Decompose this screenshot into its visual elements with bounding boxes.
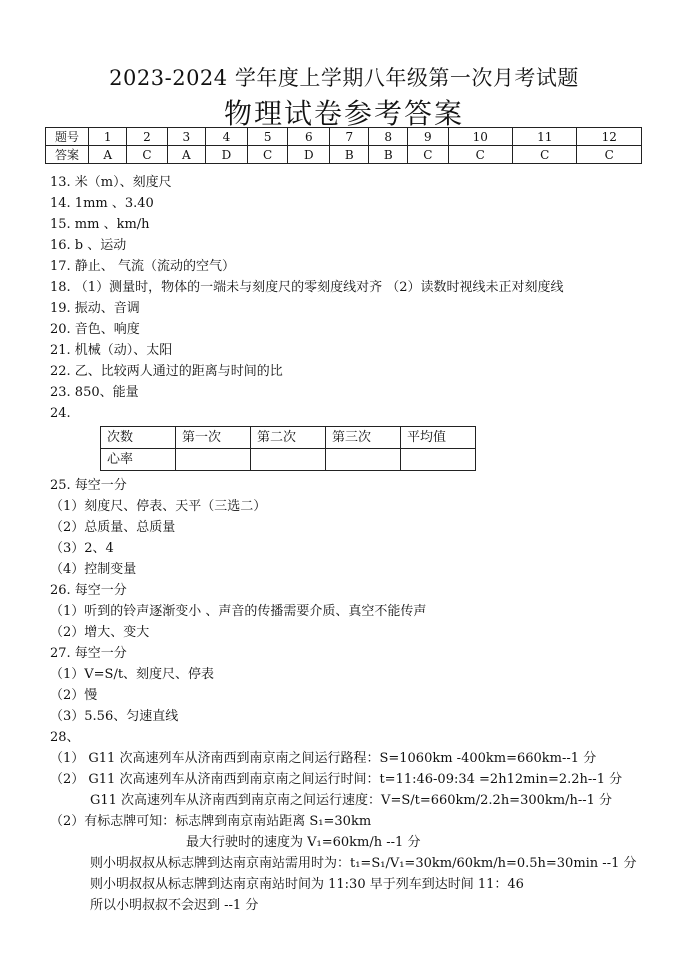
answer-line: 23. 850、能量 xyxy=(50,385,139,400)
answer-line: 13. 米（m）、刻度尺 xyxy=(50,175,172,190)
question-number-row xyxy=(46,128,642,146)
question-number: 2 xyxy=(127,128,167,146)
answer-line: 27. 每空一分 xyxy=(50,646,127,661)
answer-line: 28、 xyxy=(50,730,80,745)
answer-line: 14. 1mm 、3.40 xyxy=(50,196,154,211)
question-number: 9 xyxy=(408,128,448,146)
question-number: 12 xyxy=(577,128,642,146)
heart-rate-table xyxy=(100,426,476,471)
empty-cell xyxy=(251,449,326,471)
answer-line: 则小明叔叔从标志牌到达南京南站时间为 11:30 早于列车到达时间 11：46 xyxy=(90,877,524,892)
answer-cell: C xyxy=(408,146,448,164)
answer-line: （2）增大、变大 xyxy=(50,625,150,640)
question-number: 3 xyxy=(167,128,205,146)
question-number: 11 xyxy=(512,128,576,146)
answer-cell: D xyxy=(288,146,330,164)
answer-cell: C xyxy=(512,146,576,164)
answer-line: 则小明叔叔从标志牌到达南京南站需用时为：t₁=S₁/V₁=30km/60km/h=0.5h=30min --1 分 xyxy=(90,856,637,871)
answer-line: 26. 每空一分 xyxy=(50,583,127,598)
question-number: 1 xyxy=(89,128,127,146)
header-cell: 次数 xyxy=(101,427,176,449)
answer-line: （3）2、4 xyxy=(50,541,114,556)
answer-cell: C xyxy=(127,146,167,164)
answer-line: （2） G11 次高速列车从济南西到南京南之间运行时间：t=11:46-09:34 =2h12min=2.2h--1 分 xyxy=(50,772,623,787)
question-number: 4 xyxy=(205,128,247,146)
header-cell: 第一次 xyxy=(176,427,251,449)
answer-line: （1）刻度尺、停表、天平（三选二） xyxy=(50,499,267,514)
multiple-choice-answer-table xyxy=(45,127,642,164)
exam-title: 2023-2024 学年度上学期八年级第一次月考试题 xyxy=(109,66,579,90)
answer-key-title: 物理试卷参考答案 xyxy=(223,97,464,130)
answer-cell: C xyxy=(577,146,642,164)
question-number: 8 xyxy=(369,128,408,146)
row-label: 心率 xyxy=(101,449,176,471)
answer-line: 16. b 、运动 xyxy=(50,238,127,253)
answer-line: 所以小明叔叔不会迟到 --1 分 xyxy=(90,898,259,913)
answer-lines xyxy=(50,172,668,916)
answer-line: （2）有标志牌可知：标志牌到南京南站距离 S₁=30km xyxy=(50,814,372,829)
header-cell: 第二次 xyxy=(251,427,326,449)
answer-cell: C xyxy=(247,146,287,164)
answer-line: （1） G11 次高速列车从济南西到南京南之间运行路程：S=1060km -400km=660km--1 分 xyxy=(50,751,597,766)
answer-line: （4）控制变量 xyxy=(50,562,137,577)
row-header: 答案 xyxy=(46,146,89,164)
question-number: 10 xyxy=(448,128,512,146)
answer-line: 24. xyxy=(50,406,71,421)
header-cell: 第三次 xyxy=(326,427,401,449)
answer-cell: C xyxy=(448,146,512,164)
question-number: 6 xyxy=(288,128,330,146)
answer-line: 20. 音色、响度 xyxy=(50,322,140,337)
row-header: 题号 xyxy=(46,128,89,146)
answer-cell: A xyxy=(89,146,127,164)
answer-cell: D xyxy=(205,146,247,164)
empty-cell xyxy=(176,449,251,471)
empty-cell xyxy=(326,449,401,471)
answer-line: 25. 每空一分 xyxy=(50,478,127,493)
answer-cell: B xyxy=(330,146,369,164)
answer-cell: A xyxy=(167,146,205,164)
answer-line: 21. 机械（动）、太阳 xyxy=(50,343,173,358)
empty-cell xyxy=(401,449,476,471)
heart-rate-header-row xyxy=(101,427,476,449)
question-number: 7 xyxy=(330,128,369,146)
answer-line: 17. 静止、 气流（流动的空气） xyxy=(50,259,235,274)
answer-line: 15. mm 、km/h xyxy=(50,217,150,232)
answer-line: （1）V=S/t、刻度尺、停表 xyxy=(50,667,215,682)
answer-line: 22. 乙、比较两人通过的距离与时间的比 xyxy=(50,364,283,379)
answer-line: （2）总质量、总质量 xyxy=(50,520,176,535)
header-cell: 平均值 xyxy=(401,427,476,449)
answer-line: （3）5.56、匀速直线 xyxy=(50,709,179,724)
heart-rate-row xyxy=(101,449,476,471)
answer-line: 19. 振动、音调 xyxy=(50,301,140,316)
answer-line: 最大行驶时的速度为 V₁=60km/h --1 分 xyxy=(186,835,421,850)
answer-cell: B xyxy=(369,146,408,164)
question-number: 5 xyxy=(247,128,287,146)
answer-line: G11 次高速列车从济南西到南京南之间运行速度：V=S/t=660km/2.2h=300km/h--1 分 xyxy=(90,793,613,808)
answer-row xyxy=(46,146,642,164)
answer-line: 18. （1）测量时，物体的一端未与刻度尺的零刻度线对齐 （2）读数时视线未正对刻度线 xyxy=(50,280,564,295)
answer-line: （1）听到的铃声逐渐变小 、声音的传播需要介质、真空不能传声 xyxy=(50,604,427,619)
answer-line: （2）慢 xyxy=(50,688,98,703)
